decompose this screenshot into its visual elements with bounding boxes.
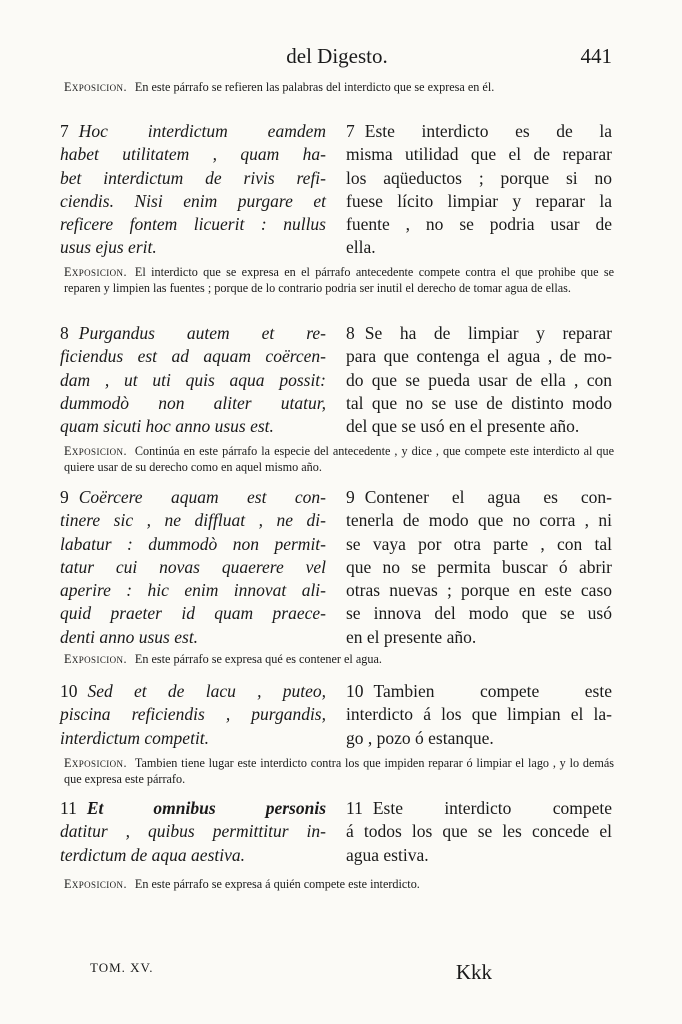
latin-line: terdictum de aqua aestiva.: [60, 844, 246, 865]
latin-line: Hoc interdictum eamdem: [78, 121, 326, 141]
latin-line: dam , ut uti quis aqua possit:: [60, 369, 326, 390]
latin-line: Coërcere aquam est con-: [78, 487, 326, 507]
paragraph-number: 11: [346, 798, 363, 818]
page-footer: [90, 960, 492, 990]
spanish-line: agua estiva.: [346, 844, 429, 865]
spanish-line: Este interdicto es de la: [364, 121, 612, 141]
exposicion-label: Exposicion.: [64, 80, 127, 94]
latin-line: labatur : dummodò non permit-: [60, 533, 326, 554]
spanish-line: del que se usó en el presente año.: [346, 416, 580, 437]
exposicion-note: [64, 651, 614, 667]
spanish-line: misma utilidad que el de reparar: [346, 144, 612, 165]
spanish-line: fuese lícito limpiar y reparar la: [346, 190, 612, 211]
exposicion-note: [64, 443, 614, 475]
spanish-translation: [346, 797, 612, 867]
latin-text: [60, 680, 326, 750]
latin-text: [60, 322, 326, 438]
spanish-translation: [346, 680, 612, 750]
latin-line: usus ejus erit.: [60, 237, 157, 258]
paragraph-number: 7: [346, 121, 355, 141]
exposicion-text: Tambien tiene lugar este interdicto contra los que impiden reparar ó limpiar el lago , y lo demás que expresa este párrafo.: [64, 756, 614, 786]
latin-line: tinere sic , ne diffluat , ne di-: [60, 510, 326, 531]
spanish-line: en el presente año.: [346, 626, 477, 647]
exposicion-note: [64, 264, 614, 296]
spanish-line: otras nuevas ; porque en este caso: [346, 580, 612, 601]
exposicion-text: En este párrafo se refieren las palabras del interdicto que se expresa en él.: [134, 80, 495, 94]
latin-line: Et omnibus personis: [86, 798, 326, 818]
spanish-translation: [346, 120, 612, 260]
spanish-line: go , pozo ó estanque.: [346, 727, 494, 748]
spanish-line: fuente , no se podria usar de: [346, 214, 612, 235]
latin-line: piscina reficiendis , purgandis,: [60, 704, 326, 725]
latin-line: bet interdictum de rivis refi-: [60, 167, 326, 188]
exposicion-note: [64, 876, 614, 892]
exposicion-text: En este párrafo se expresa qué es contener el agua.: [134, 652, 382, 666]
spanish-line: Este interdicto compete: [372, 798, 612, 818]
latin-line: aperire : hic enim innovat ali-: [60, 580, 326, 601]
latin-line: habet utilitatem , quam ha-: [60, 144, 326, 165]
latin-line: denti anno usus est.: [60, 626, 199, 647]
exposicion-label: Exposicion.: [64, 877, 127, 891]
latin-text: [60, 797, 326, 867]
spanish-line: do que se pueda usar de ella , con: [346, 369, 612, 390]
latin-text: [60, 486, 326, 649]
spanish-line: interdicto á los que limpian el la-: [346, 704, 612, 725]
exposicion-label: Exposicion.: [64, 265, 127, 279]
paragraph-number: 9: [346, 487, 355, 507]
exposicion-note: [64, 79, 614, 95]
volume-mark: TOM. XV.: [90, 960, 154, 975]
running-title: del Digesto.: [286, 44, 388, 68]
exposicion-text: El interdicto que se expresa en el párrafo antecedente compete contra el que prohibe que se reparen y limpien las fuentes ; porque de lo contrario podria ser inutil el derecho de tomar agua de ellas.: [64, 265, 614, 295]
spanish-line: se vaya por otra parte , con tal: [346, 533, 612, 554]
paragraph-number: 8: [60, 323, 69, 343]
spanish-line: para que contenga el agua , de mo-: [346, 346, 612, 367]
paragraph-number: 10: [60, 681, 78, 701]
spanish-line: tenerla de modo que no corra , ni: [346, 510, 612, 531]
paragraph-number: 10: [346, 681, 364, 701]
signature-mark: Kkk: [455, 960, 492, 984]
spanish-line: se innova del modo que se usó: [346, 603, 612, 624]
latin-line: Purgandus autem et re-: [78, 323, 326, 343]
latin-line: dummodò non aliter utatur,: [60, 392, 326, 413]
latin-line: datitur , quibus permittitur in-: [60, 821, 326, 842]
exposicion-text: En este párrafo se expresa á quién compete este interdicto.: [134, 877, 420, 891]
running-head: [62, 44, 612, 74]
paragraph-number: 7: [60, 121, 69, 141]
exposicion-label: Exposicion.: [64, 756, 127, 770]
spanish-line: Contener el agua es con-: [364, 487, 612, 507]
spanish-line: ella.: [346, 237, 376, 258]
exposicion-label: Exposicion.: [64, 652, 127, 666]
latin-text: [60, 120, 326, 260]
exposicion-label: Exposicion.: [64, 444, 127, 458]
latin-line: ciendis. Nisi enim purgare et: [60, 190, 326, 211]
paragraph-number: 9: [60, 487, 69, 507]
spanish-translation: [346, 322, 612, 438]
exposicion-text: Continúa en este párrafo la especie del antecedente , y dice , que compete este interdicto al que quiere usar de su derecho como en aquel mismo año.: [64, 444, 614, 474]
spanish-line: á todos los que se les concede el: [346, 821, 612, 842]
paragraph-number: 11: [60, 798, 77, 818]
spanish-line: los aqüeductos ; porque si no: [346, 167, 612, 188]
latin-line: quam sicuti hoc anno usus est.: [60, 416, 274, 437]
latin-line: ficiendus est ad aquam coërcen-: [60, 346, 326, 367]
paragraph-number: 8: [346, 323, 355, 343]
latin-line: quid praeter id quam praece-: [60, 603, 326, 624]
latin-line: tatur cui novas quaerere vel: [60, 556, 326, 577]
spanish-line: que no se permita buscar ó abrir: [346, 556, 612, 577]
spanish-line: tal que no se use de distinto modo: [346, 392, 612, 413]
spanish-translation: [346, 486, 612, 649]
page-number: 441: [580, 44, 612, 68]
spanish-line: Tambien compete este: [373, 681, 612, 701]
latin-line: Sed et de lacu , puteo,: [87, 681, 326, 701]
spanish-line: Se ha de limpiar y reparar: [364, 323, 612, 343]
exposicion-note: [64, 755, 614, 787]
latin-line: interdictum competit.: [60, 727, 210, 748]
latin-line: reficere fontem licuerit : nullus: [60, 214, 326, 235]
